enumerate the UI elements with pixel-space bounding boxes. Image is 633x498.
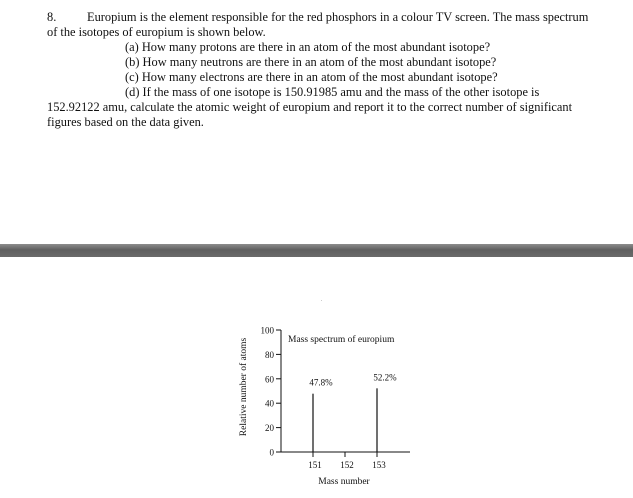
x-tick-label: 152 — [340, 460, 354, 470]
question-number: 8. — [47, 10, 57, 24]
bar-data-label: 47.8% — [309, 377, 333, 388]
question-part-b: (b) How many neutrons are there in an atom of the most abundant isotope? — [125, 55, 497, 69]
y-tick-label: 60 — [265, 374, 274, 385]
x-tick-label: 153 — [372, 460, 386, 470]
question-line-2: of the isotopes of europium is shown below. — [47, 25, 266, 39]
y-tick-label: 40 — [265, 398, 274, 409]
question-line-1: Europium is the element responsible for the red phosphors in a colour TV screen. The mass spectrum — [87, 10, 589, 24]
y-axis-label: Relative number of atoms — [239, 337, 249, 437]
question-part-d: (d) If the mass of one isotope is 150.91985 amu and the mass of the other isotope is — [125, 85, 540, 99]
question-part-a: (a) How many protons are there in an atom of the most abundant isotope? — [125, 40, 491, 54]
question-part-c: (c) How many electrons are there in an atom of the most abundant isotope? — [125, 70, 498, 84]
y-tick-label: 20 — [265, 423, 274, 434]
x-tick-label: 151 — [308, 460, 322, 470]
x-axis-label: Mass number — [318, 477, 370, 487]
chart-axes — [281, 330, 410, 452]
bar-data-label: 52.2% — [373, 372, 397, 383]
y-tick-label: 80 — [265, 349, 274, 360]
y-tick-label: 100 — [260, 325, 274, 336]
chart-title: Mass spectrum of europium — [288, 335, 395, 345]
question-line-7: 152.92122 amu, calculate the atomic weight of europium and report it to the correct number of significant — [47, 100, 573, 114]
question-line-8: figures based on the data given. — [47, 115, 204, 129]
y-tick-label: 0 — [269, 447, 274, 458]
